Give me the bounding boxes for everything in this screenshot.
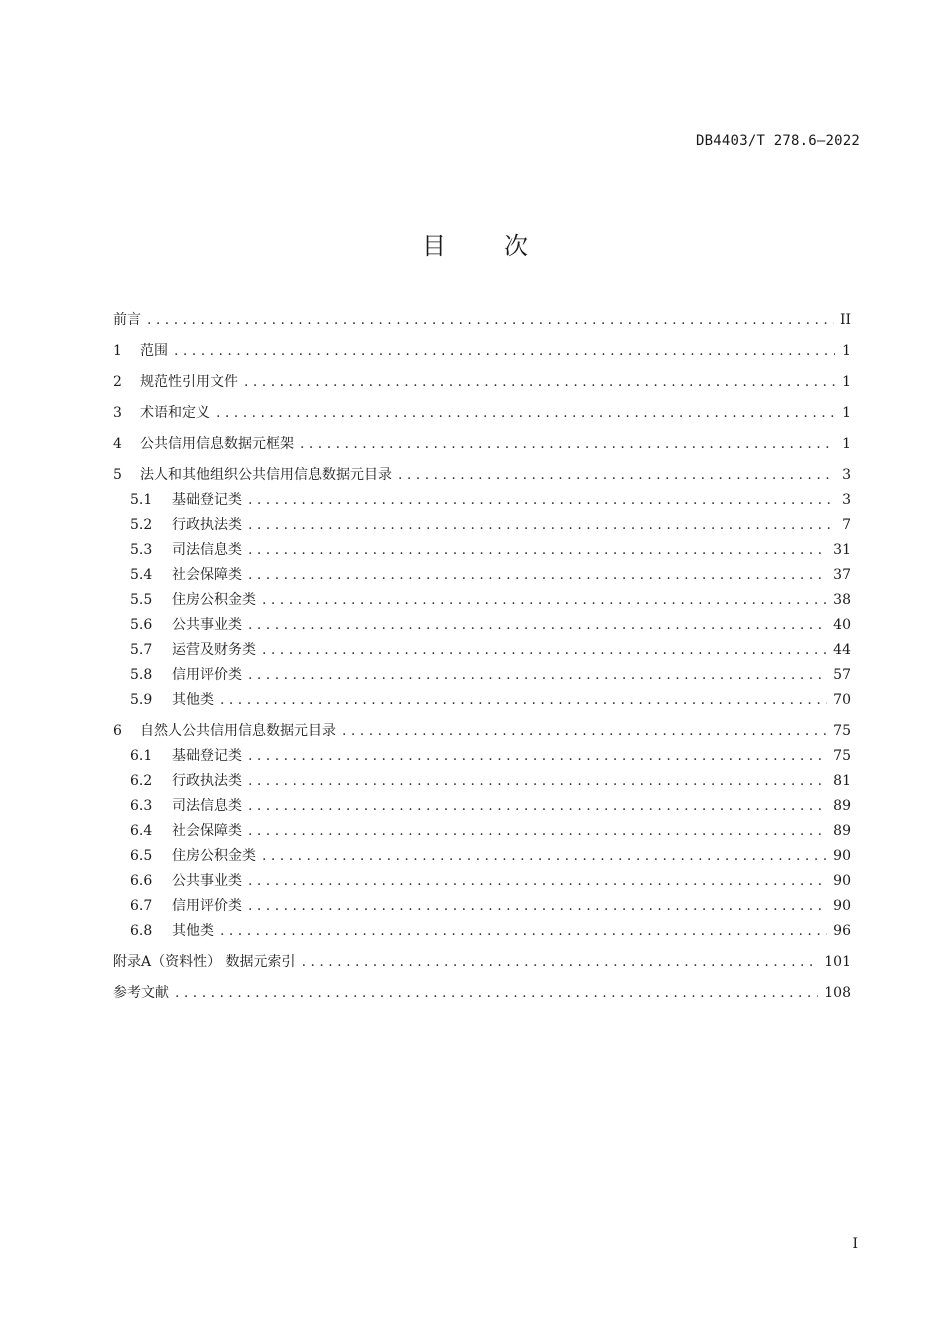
page-number: I: [852, 1236, 858, 1252]
dot-leader: [220, 923, 827, 939]
toc-entry-page: 90: [833, 873, 851, 889]
toc-entry-page: 101: [824, 954, 851, 970]
toc-entry-label: 基础登记类: [172, 492, 242, 508]
toc-entry-number: 5.4: [130, 567, 153, 583]
toc-entry-label: 规范性引用文件: [140, 374, 238, 390]
toc-entry-number: 6: [113, 723, 122, 739]
toc-entry[interactable]: [113, 514, 851, 539]
toc-entry-number: 6.1: [130, 748, 153, 764]
standard-code: DB4403/T 278.6—2022: [696, 133, 860, 149]
dot-leader: [216, 405, 835, 421]
toc-entry[interactable]: [113, 951, 851, 976]
toc-entry[interactable]: [113, 664, 851, 689]
toc-entry[interactable]: [113, 745, 851, 770]
toc-entry[interactable]: [113, 539, 851, 564]
toc-entry-number: 5.7: [130, 642, 153, 658]
toc-entry-label: 住房公积金类: [172, 848, 256, 864]
toc-entry[interactable]: [113, 489, 851, 514]
dot-leader: [147, 312, 834, 328]
toc-entry[interactable]: [113, 433, 851, 458]
toc-entry-page: 1: [842, 374, 851, 390]
toc-entry-label: 附录A（资料性） 数据元索引: [113, 954, 296, 970]
toc-entry-number: 6.5: [130, 848, 153, 864]
toc-entry-number: 1: [113, 343, 122, 359]
dot-leader: [398, 467, 835, 483]
toc-entry-page: 90: [833, 848, 851, 864]
toc-entry-label: 前言: [113, 312, 141, 328]
toc-entry[interactable]: [113, 795, 851, 820]
toc-entry-number: 5.3: [130, 542, 153, 558]
toc-entry[interactable]: [113, 920, 851, 945]
toc-entry[interactable]: [113, 689, 851, 714]
toc-entry-number: 3: [113, 405, 122, 421]
toc-entry-page: 57: [833, 667, 851, 683]
toc-entry-page: 1: [842, 436, 851, 452]
toc-entry-label: 其他类: [172, 923, 214, 939]
toc-entry[interactable]: [113, 639, 851, 664]
toc-entry-label: 社会保障类: [172, 823, 242, 839]
toc-entry-label: 公共事业类: [172, 617, 242, 633]
dot-leader: [248, 567, 827, 583]
toc-entry-page: 70: [833, 692, 851, 708]
toc-entry-number: 6.8: [130, 923, 153, 939]
toc-entry[interactable]: [113, 770, 851, 795]
toc-entry-number: 6.6: [130, 873, 153, 889]
toc-entry-label: 信用评价类: [172, 667, 242, 683]
toc-entry-page: 3: [842, 492, 851, 508]
toc-entry[interactable]: [113, 895, 851, 920]
dot-leader: [248, 492, 835, 508]
toc-entry-label: 范围: [140, 343, 168, 359]
dot-leader: [248, 617, 827, 633]
table-of-contents: [113, 309, 851, 1007]
toc-entry-label: 司法信息类: [172, 542, 242, 558]
dot-leader: [248, 823, 827, 839]
toc-entry-number: 5.5: [130, 592, 153, 608]
page-title: 目次: [422, 232, 586, 260]
toc-entry[interactable]: [113, 371, 851, 396]
toc-entry-number: 6.4: [130, 823, 153, 839]
toc-entry-label: 自然人公共信用信息数据元目录: [140, 723, 336, 739]
toc-entry[interactable]: [113, 309, 851, 334]
toc-entry[interactable]: [113, 820, 851, 845]
toc-entry-page: 108: [824, 985, 851, 1001]
toc-entry-page: 7: [842, 517, 851, 533]
toc-entry[interactable]: [113, 340, 851, 365]
toc-entry-page: 89: [833, 823, 851, 839]
dot-leader: [262, 642, 827, 658]
dot-leader: [175, 985, 818, 1001]
toc-entry-number: 6.2: [130, 773, 153, 789]
toc-entry-label: 行政执法类: [172, 517, 242, 533]
dot-leader: [248, 748, 827, 764]
toc-entry[interactable]: [113, 870, 851, 895]
toc-entry-page: 90: [833, 898, 851, 914]
toc-entry-label: 基础登记类: [172, 748, 242, 764]
dot-leader: [174, 343, 835, 359]
toc-entry-label: 公共事业类: [172, 873, 242, 889]
toc-entry-label: 行政执法类: [172, 773, 242, 789]
toc-entry-label: 术语和定义: [140, 405, 210, 421]
toc-entry-label: 住房公积金类: [172, 592, 256, 608]
dot-leader: [300, 436, 835, 452]
toc-entry-label: 信用评价类: [172, 898, 242, 914]
dot-leader: [220, 692, 827, 708]
toc-entry-label: 社会保障类: [172, 567, 242, 583]
toc-entry-page: 31: [833, 542, 851, 558]
toc-entry-page: 38: [833, 592, 851, 608]
toc-entry-number: 5.1: [130, 492, 153, 508]
toc-entry-number: 6.7: [130, 898, 153, 914]
toc-entry-label: 参考文献: [113, 985, 169, 1001]
toc-entry-page: II: [839, 312, 851, 328]
toc-entry-number: 6.3: [130, 798, 153, 814]
dot-leader: [262, 848, 827, 864]
toc-entry-page: 81: [833, 773, 851, 789]
toc-entry-page: 1: [842, 343, 851, 359]
toc-entry-label: 司法信息类: [172, 798, 242, 814]
dot-leader: [248, 898, 827, 914]
dot-leader: [244, 374, 835, 390]
dot-leader: [248, 667, 827, 683]
toc-entry-page: 75: [833, 723, 851, 739]
toc-entry-label: 其他类: [172, 692, 214, 708]
toc-entry-page: 1: [842, 405, 851, 421]
toc-entry-page: 3: [842, 467, 851, 483]
toc-entry-page: 75: [833, 748, 851, 764]
toc-entry-page: 89: [833, 798, 851, 814]
toc-entry-page: 96: [833, 923, 851, 939]
dot-leader: [262, 592, 827, 608]
dot-leader: [248, 542, 827, 558]
dot-leader: [248, 798, 827, 814]
toc-entry-page: 40: [833, 617, 851, 633]
dot-leader: [342, 723, 827, 739]
toc-entry-page: 44: [833, 642, 851, 658]
toc-entry-label: 法人和其他组织公共信用信息数据元目录: [140, 467, 392, 483]
toc-entry-label: 公共信用信息数据元框架: [140, 436, 294, 452]
toc-entry-number: 4: [113, 436, 122, 452]
dot-leader: [248, 873, 827, 889]
toc-entry[interactable]: [113, 402, 851, 427]
toc-entry[interactable]: [113, 720, 851, 745]
dot-leader: [248, 517, 835, 533]
toc-entry[interactable]: [113, 982, 851, 1007]
dot-leader: [302, 954, 819, 970]
toc-entry-label: 运营及财务类: [172, 642, 256, 658]
toc-entry-number: 5.6: [130, 617, 153, 633]
toc-entry-number: 5.8: [130, 667, 153, 683]
toc-entry[interactable]: [113, 564, 851, 589]
toc-entry-number: 5.2: [130, 517, 153, 533]
toc-entry[interactable]: [113, 845, 851, 870]
toc-entry-page: 37: [833, 567, 851, 583]
dot-leader: [248, 773, 827, 789]
toc-entry-number: 5.9: [130, 692, 153, 708]
toc-entry-number: 5: [113, 467, 122, 483]
toc-entry[interactable]: [113, 614, 851, 639]
toc-entry-number: 2: [113, 374, 122, 390]
toc-entry[interactable]: [113, 589, 851, 614]
toc-entry[interactable]: [113, 464, 851, 489]
